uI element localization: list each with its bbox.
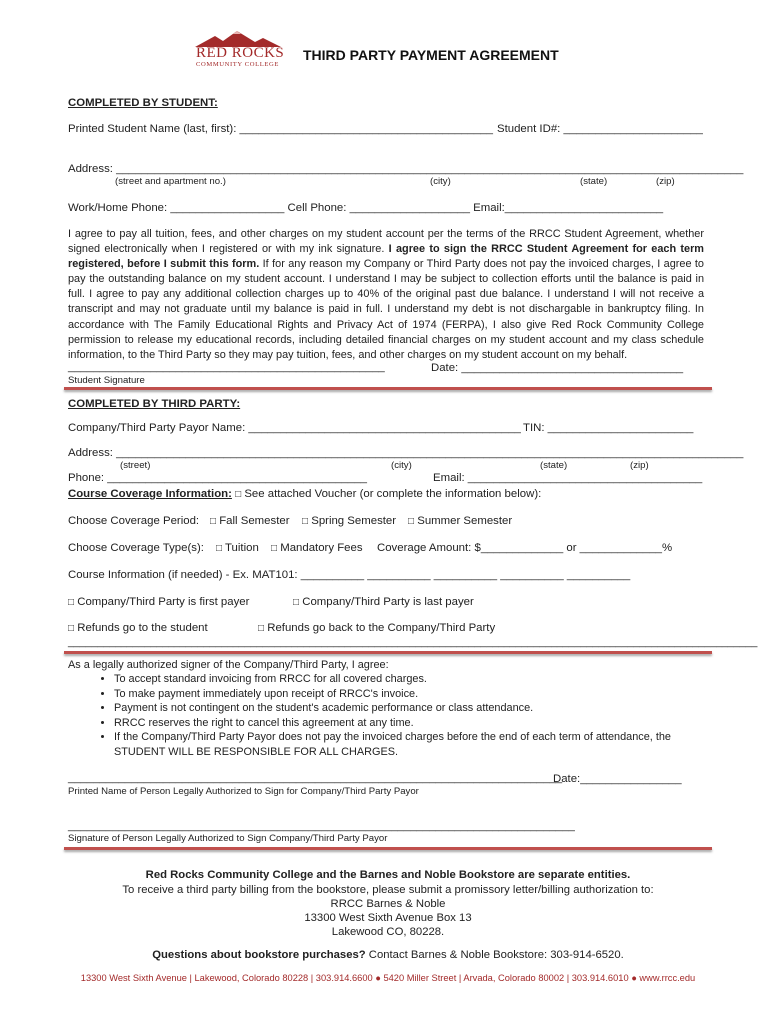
period-summer-option[interactable]: □ Summer Semester [408,515,513,527]
student-section-heading: COMPLETED BY STUDENT: [68,97,218,109]
voucher-checkbox[interactable]: □ [235,489,242,500]
agreement-bullet: • Payment is not contingent on the student's academic performance or class attendance. [114,701,704,716]
footer-address: 13300 West Sixth Avenue | Lakewood, Colorado 80228 | 303.914.6600 ● 5420 Miller Street | Arvada, Colorado 80002 | 303.914.6010 ● www.rrcc.edu [80,973,696,983]
refund-separator-line: _____________________________________________________________________________________________________________________ [68,636,758,648]
course-info-field[interactable]: Course Information (if needed) - Ex. MAT101: __________ __________ __________ __________ __________ [68,569,631,581]
payor-phone-field[interactable]: Phone: _________________________________________ [68,472,367,484]
section-divider-3 [64,847,712,850]
address-state-caption: (state) [580,176,608,187]
type-tuition-option[interactable]: □ Tuition [216,542,259,554]
fall-checkbox[interactable]: □ [210,516,217,527]
refund-company-checkbox[interactable]: □ [258,623,265,634]
student-id-field[interactable]: Student ID#: ______________________ [497,123,703,135]
type-fees-option[interactable]: □ Mandatory Fees [271,542,363,554]
coverage-type-label: Choose Coverage Type(s): [68,542,204,554]
agreement-bullet: • If the Company/Third Party Payor does not pay the invoiced charges before the end of each term of attendance, the STUDENT WILL BE RESPONSIBLE FOR ALL CHARGES. [114,730,704,759]
address-street-caption: (street and apartment no.) [115,176,226,187]
bookstore-instructions: To receive a third party billing from the bookstore, please submit a promissory letter/billing authorization to: [122,884,654,896]
bookstore-street: 13300 West Sixth Avenue Box 13 [304,912,472,924]
payor-state-caption: (state) [540,460,568,471]
payor-email-field[interactable]: Email: _____________________________________ [433,472,703,484]
bookstore-notice: Red Rocks Community College and the Barnes and Noble Bookstore are separate entities. [145,869,631,881]
coverage-period-label: Choose Coverage Period: [68,515,200,527]
payor-city-caption: (city) [391,460,412,471]
student-date-field[interactable]: Date: ___________________________________ [431,362,684,374]
logo-subtitle: COMMUNITY COLLEGE [196,61,280,68]
page-title: THIRD PARTY PAYMENT AGREEMENT [303,47,559,63]
printed-name-line[interactable]: ______________________________________________________________________________ [68,772,563,784]
logo-wordmark: RED ROCKS [196,45,285,61]
tin-field[interactable]: TIN: _______________________ [523,422,694,434]
fees-checkbox[interactable]: □ [271,543,278,554]
student-phone-email-field[interactable]: Work/Home Phone: __________________ Cell Phone: ___________________ Email:_________________________ [68,202,664,214]
section-divider [64,387,712,390]
refund-student-checkbox[interactable]: □ [68,623,75,634]
payor-address-field[interactable]: Address: ___________________________________________________________________________________________________ [68,447,744,459]
student-agreement-paragraph: I agree to pay all tuition, fees, and other charges on my student account per the terms of the RRCC Student Agreement, whether signed electronically when I registered or with my ink signature. I agree to sign the RRCC Student Agreement for each term registered, before I submit this form. If for any reason my Company or Third Party does not pay the invoiced charges, I agree to pay the outstanding balance on my student account. I understand I may be subject to collection efforts until the balance is paid in full. I agree to pay any additional collection charges up to 40% of the original past due balance. I understand I will not receive a transcript and may not graduate until my balance is paid in full. I understand my debt is not dischargable in bankruptcy filing. In accordance with The Family Educational Rights and Privacy Act of 1974 (FERPA), I also give Red Rock Community College permission to release my educational records, including detailed financial charges on my student account and my class schedule information, to the Third Party so they may pay tuition, fees, and other charges on my student account on my behalf. [68,228,704,361]
period-fall-option[interactable]: □ Fall Semester [210,515,290,527]
payer-last-checkbox[interactable]: □ [293,597,300,608]
period-spring-option[interactable]: □ Spring Semester [302,515,397,527]
bookstore-name: RRCC Barnes & Noble [330,898,446,910]
course-coverage-row [68,488,541,500]
student-signature-caption: Student Signature [68,375,145,386]
payer-last-option[interactable]: □ Company/Third Party is last payer [293,596,474,608]
coverage-amount-field[interactable]: Coverage Amount: $_____________ or _____________% [377,542,673,554]
signature-caption: Signature of Person Legally Authorized to Sign Company/Third Party Payor [68,833,388,844]
printed-name-caption: Printed Name of Person Legally Authorized to Sign for Company/Third Party Payor [68,786,419,797]
student-address-field[interactable]: Address: ___________________________________________________________________________________________________ [68,163,744,175]
payor-street-caption: (street) [120,460,151,471]
tuition-checkbox[interactable]: □ [216,543,223,554]
agreement-bullet: • To accept standard invoicing from RRCC for all covered charges. [114,672,704,687]
voucher-text: See attached Voucher (or complete the information below): [241,488,542,500]
bookstore-questions: Questions about bookstore purchases? Contact Barnes & Noble Bookstore: 303-914-6520. [152,949,624,961]
agreement-bullet: • To make payment immediately upon receipt of RRCC's invoice. [114,687,704,702]
summer-checkbox[interactable]: □ [408,516,415,527]
payor-name-field[interactable]: Company/Third Party Payor Name: ___________________________________________ [68,422,521,434]
payer-first-checkbox[interactable]: □ [68,597,75,608]
section-divider-2 [64,651,712,654]
agreement-date-field[interactable]: Date:________________ [553,773,682,785]
bookstore-city: Lakewood CO, 80228. [331,926,445,938]
spring-checkbox[interactable]: □ [302,516,309,527]
agreement-bullet: • RRCC reserves the right to cancel this agreement at any time. [114,716,704,731]
address-city-caption: (city) [430,176,451,187]
refund-company-option[interactable]: □ Refunds go back to the Company/Third Party [258,622,496,634]
refund-student-option[interactable]: □ Refunds go to the student [68,622,208,634]
third-party-section-heading: COMPLETED BY THIRD PARTY: [68,398,241,410]
agreement-bullet-list [68,672,704,760]
payor-zip-caption: (zip) [630,460,649,471]
payer-first-option[interactable]: □ Company/Third Party is first payer [68,596,250,608]
student-signature-line[interactable]: __________________________________________________ [68,361,385,373]
student-name-field[interactable]: Printed Student Name (last, first): ________________________________________ [68,123,493,135]
agreement-intro: As a legally authorized signer of the Company/Third Party, I agree: [68,659,389,671]
course-coverage-label: Course Coverage Information: [68,488,232,500]
signature-line[interactable]: ________________________________________________________________________________ [68,820,575,832]
address-zip-caption: (zip) [656,176,675,187]
